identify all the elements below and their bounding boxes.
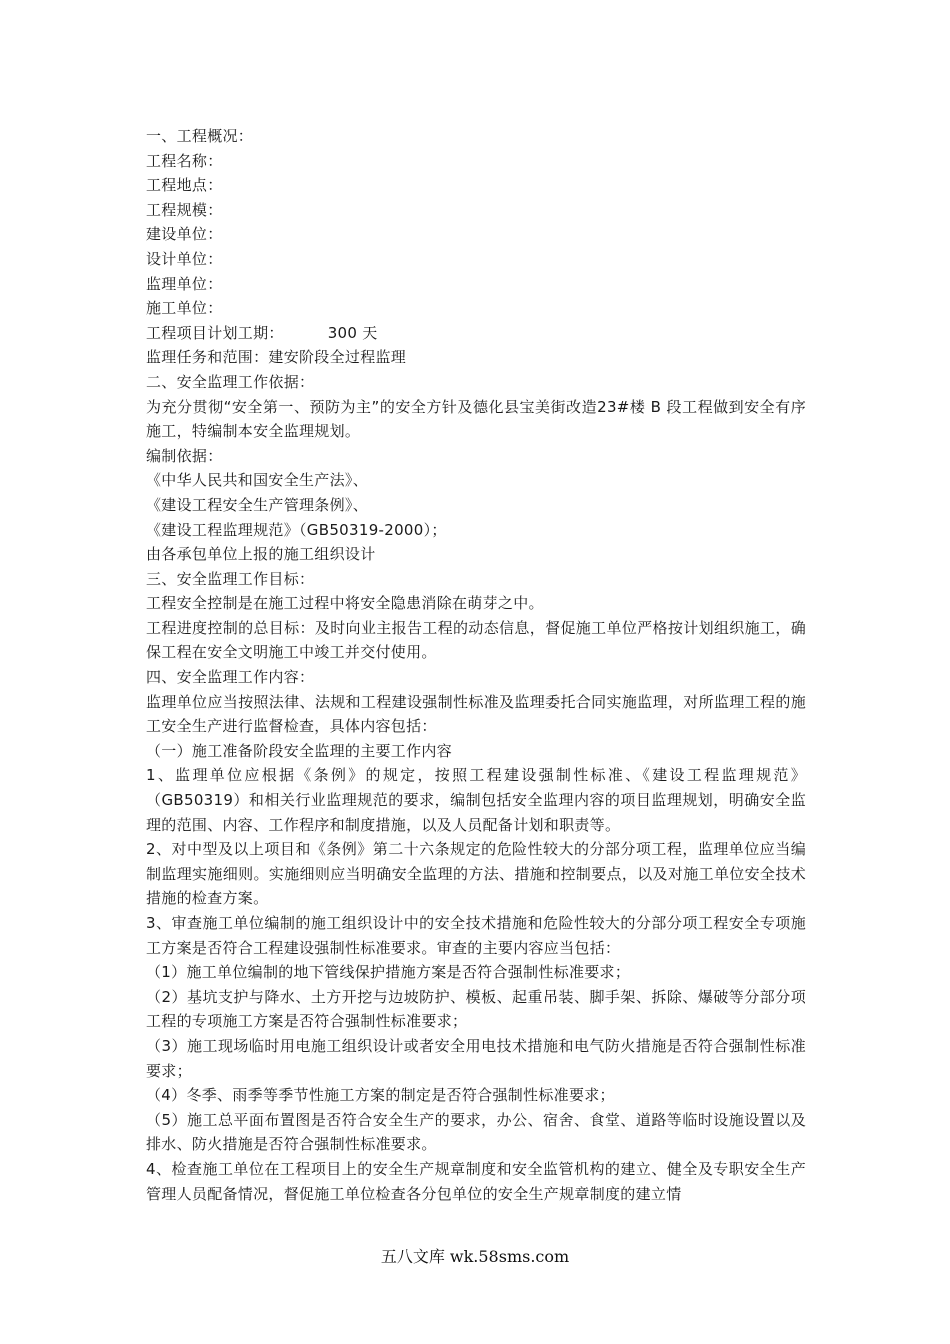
basis-label: 编制依据： (146, 446, 223, 465)
document-body (146, 124, 806, 1206)
section-heading-basis: 二、安全监理工作依据： (146, 372, 315, 391)
planned-period-value: 300 天 (327, 323, 378, 342)
content-item-1: 1、监理单位应根据《条例》的规定，按照工程建设强制性标准、《建设工程监理规范》（GB50319）和相关行业监理规范的要求，编制包括安全监理内容的项目监理规划，明确安全监理的范围、内容、工作程序和制度措施，以及人员配备计划和职责等。 (146, 766, 806, 834)
field-project-location: 工程地点： (146, 176, 223, 195)
section-heading-content: 四、安全监理工作内容： (146, 668, 315, 687)
goal-paragraph-1: 工程安全控制是在施工过程中将安全隐患消除在萌芽之中。 (146, 594, 544, 613)
reference-law-3: 《建设工程监理规范》（GB50319-2000）； (146, 520, 447, 539)
field-project-name: 工程名称： (146, 151, 223, 170)
field-supervision-unit: 监理单位： (146, 274, 223, 293)
subsection-heading-preparation: （一）施工准备阶段安全监理的主要工作内容 (146, 741, 453, 760)
goal-paragraph-2: 工程进度控制的总目标：及时向业主报告工程的动态信息，督促施工单位严格按计划组织施工，确保工程在安全文明施工中竣工并交付使用。 (146, 618, 806, 662)
content-item-3-1: （1）施工单位编制的地下管线保护措施方案是否符合强制性标准要求； (146, 963, 631, 982)
field-owner-unit: 建设单位： (146, 225, 223, 244)
content-item-3-3: （3）施工现场临时用电施工组织设计或者安全用电技术措施和电气防火措施是否符合强制性标准要求； (146, 1036, 806, 1080)
field-construction-unit: 施工单位： (146, 299, 223, 318)
field-design-unit: 设计单位： (146, 249, 223, 268)
content-item-3-5: （5）施工总平面布置图是否符合安全生产的要求，办公、宿舍、食堂、道路等临时设施设置以及排水、防火措施是否符合强制性标准要求。 (146, 1110, 806, 1154)
field-task-scope: 监理任务和范围：建安阶段全过程监理 (146, 348, 407, 367)
reference-law-1: 《中华人民共和国安全生产法》、 (146, 471, 369, 490)
content-item-3: 3、审查施工单位编制的施工组织设计中的安全技术措施和危险性较大的分部分项工程安全专项施工方案是否符合工程建设强制性标准要求。审查的主要内容应当包括： (146, 914, 806, 957)
content-item-3-4: （4）冬季、雨季等季节性施工方案的制定是否符合强制性标准要求； (146, 1086, 615, 1105)
reference-law-2: 《建设工程安全生产管理条例》、 (146, 495, 369, 514)
reference-law-4: 由各承包单位上报的施工组织设计 (146, 545, 376, 564)
basis-paragraph: 为充分贯彻“安全第一、预防为主”的安全方针及德化县宝美街改造23#楼 B 段工程做到安全有序施工，特编制本安全监理规划。 (146, 397, 806, 441)
content-item-4: 4、检查施工单位在工程项目上的安全生产规章制度和安全监管机构的建立、健全及专职安全生产管理人员配备情况，督促施工单位检查各分包单位的安全生产规章制度的建立情 (146, 1159, 806, 1203)
content-item-3-2: （2）基坑支护与降水、土方开挖与边坡防护、模板、起重吊装、脚手架、拆除、爆破等分部分项工程的专项施工方案是否符合强制性标准要求； (146, 987, 806, 1031)
field-project-scale: 工程规模： (146, 200, 223, 219)
section-heading-overview: 一、工程概况： (146, 127, 254, 145)
section-heading-goals: 三、安全监理工作目标： (146, 569, 315, 588)
planned-period-label: 工程项目计划工期： (146, 323, 284, 342)
footer-watermark: 五八文库 wk.58sms.com (380, 1247, 570, 1266)
content-intro-paragraph: 监理单位应当按照法律、法规和工程建设强制性标准及监理委托合同实施监理，对所监理工程的施工安全生产进行监督检查，具体内容包括： (146, 692, 806, 736)
content-item-2: 2、对中型及以上项目和《条例》第二十六条规定的危险性较大的分部分项工程，监理单位应当编制监理实施细则。实施细则应当明确安全监理的方法、措施和控制要点，以及对施工单位安全技术措施的检查方案。 (146, 840, 806, 908)
field-planned-period (146, 321, 806, 346)
